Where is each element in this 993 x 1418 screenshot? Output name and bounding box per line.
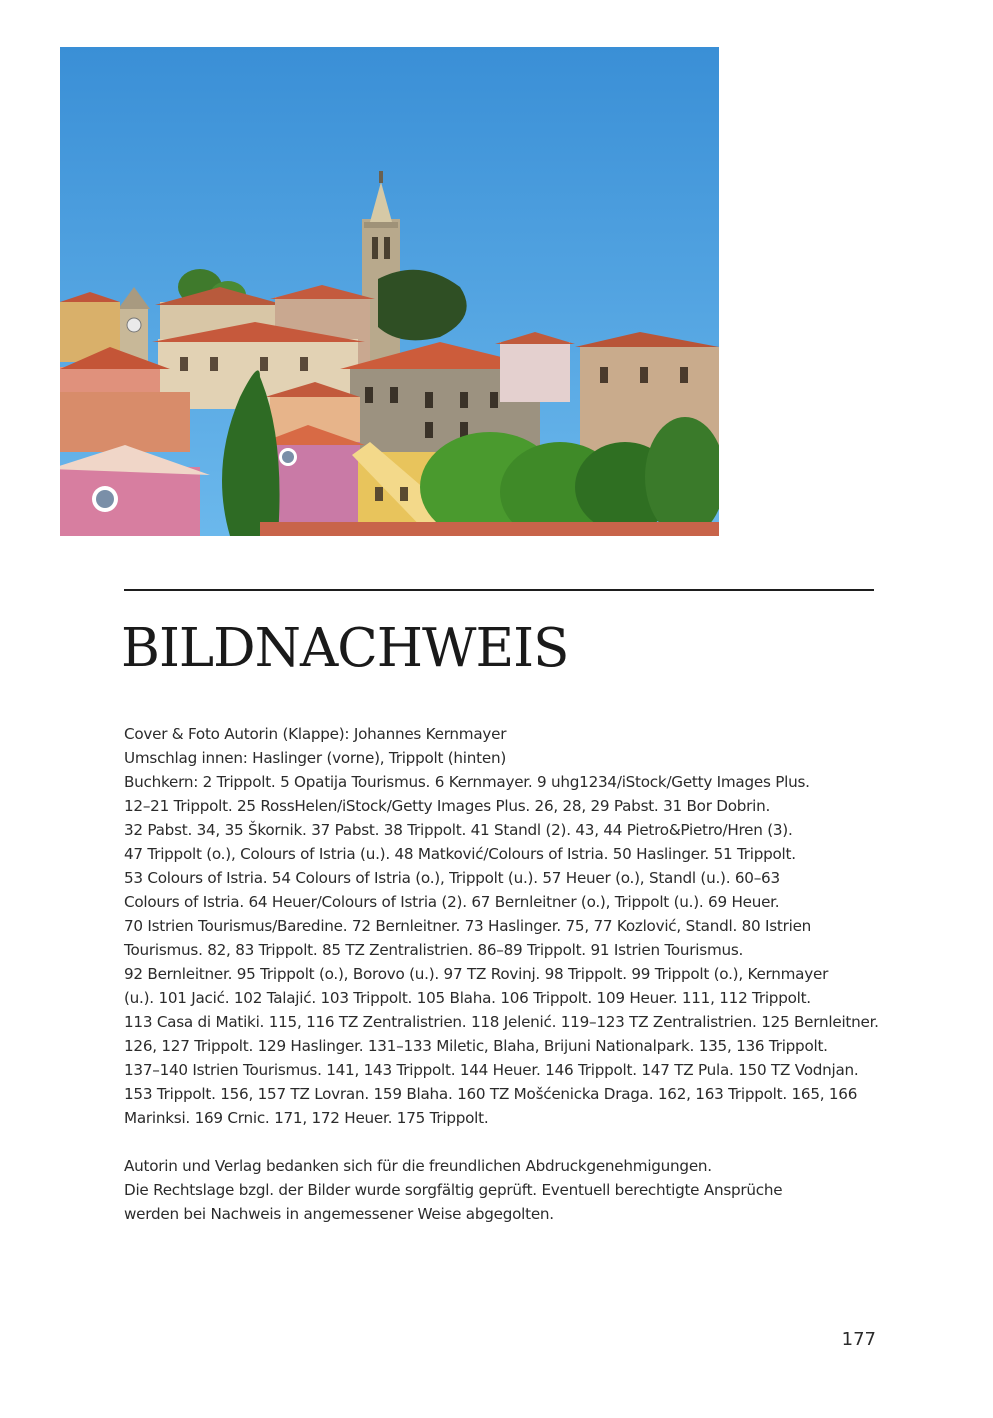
paragraph-gap [124, 1130, 894, 1154]
credit-line: Colours of Istria. 64 Heuer/Colours of Istria (2). 67 Bernleitner (o.), Trippolt (u.). 69 Heuer. [124, 893, 780, 911]
credit-line: Tourismus. 82, 83 Trippolt. 85 TZ Zentralistrien. 86–89 Trippolt. 91 Istrien Tourismus. [124, 941, 744, 959]
town-illustration [60, 47, 719, 536]
page-title: BILDNACHWEIS [121, 618, 569, 679]
hilltop-town-photo [60, 47, 719, 536]
credit-line: 12–21 Trippolt. 25 RossHelen/iStock/Getty Images Plus. 26, 28, 29 Pabst. 31 Bor Dobrin. [124, 797, 771, 815]
credit-line: 137–140 Istrien Tourismus. 141, 143 Trippolt. 144 Heuer. 146 Trippolt. 147 TZ Pula. 150 TZ Vodnjan. [124, 1061, 859, 1079]
photo-credits [124, 722, 894, 1226]
credit-line: 70 Istrien Tourismus/Baredine. 72 Bernleitner. 73 Haslinger. 75, 77 Kozlović, Standl. 80 Istrien [124, 917, 812, 935]
pink-house [60, 467, 200, 536]
thanks-line: Autorin und Verlag bedanken sich für die freundlichen Abdruckgenehmigungen. [124, 1157, 712, 1175]
thanks-line: werden bei Nachweis in angemessener Weise abgegolten. [124, 1205, 554, 1223]
credit-line: Umschlag innen: Haslinger (vorne), Trippolt (hinten) [124, 749, 506, 767]
credit-line: Buchkern: 2 Trippolt. 5 Opatija Tourismus. 6 Kernmayer. 9 uhg1234/iStock/Getty Images Plus. [124, 773, 810, 791]
credit-line: 126, 127 Trippolt. 129 Haslinger. 131–133 Miletic, Blaha, Brijuni Nationalpark. 135, 136 Trippolt. [124, 1037, 828, 1055]
credit-line: 53 Colours of Istria. 54 Colours of Istria (o.), Trippolt (u.). 57 Heuer (o.), Standl (u.). 60–63 [124, 869, 780, 887]
credit-line: Cover & Foto Autorin (Klappe): Johannes Kernmayer [124, 725, 507, 743]
credit-line: 113 Casa di Matiki. 115, 116 TZ Zentralistrien. 118 Jelenić. 119–123 TZ Zentralistrien. 125 Bernleitner. [124, 1013, 879, 1031]
credit-line: 47 Trippolt (o.), Colours of Istria (u.). 48 Matković/Colours of Istria. 50 Haslinger. 51 Trippolt. [124, 845, 796, 863]
house [500, 342, 570, 402]
house [60, 392, 190, 452]
credit-line: 92 Bernleitner. 95 Trippolt (o.), Borovo (u.). 97 TZ Rovinj. 98 Trippolt. 99 Trippolt (o.), Kernmayer [124, 965, 829, 983]
thanks-line: Die Rechtslage bzgl. der Bilder wurde sorgfältig geprüft. Eventuell berechtigte Ansprüche [124, 1181, 783, 1199]
credit-line: 32 Pabst. 34, 35 Škornik. 37 Pabst. 38 Trippolt. 41 Standl (2). 43, 44 Pietro&Pietro/Hren (3). [124, 821, 793, 839]
credit-line: (u.). 101 Jacić. 102 Talajić. 103 Trippolt. 105 Blaha. 106 Trippolt. 109 Heuer. 111, 112 Trippolt. [124, 989, 811, 1007]
credit-line: 153 Trippolt. 156, 157 TZ Lovran. 159 Blaha. 160 TZ Mošćenicka Draga. 162, 163 Trippolt. 165, 166 [124, 1085, 858, 1103]
title-divider [124, 589, 874, 591]
credit-line: Marinksi. 169 Crnic. 171, 172 Heuer. 175 Trippolt. [124, 1109, 489, 1127]
page-number: 177 [841, 1329, 876, 1350]
roof-strip [260, 522, 719, 536]
